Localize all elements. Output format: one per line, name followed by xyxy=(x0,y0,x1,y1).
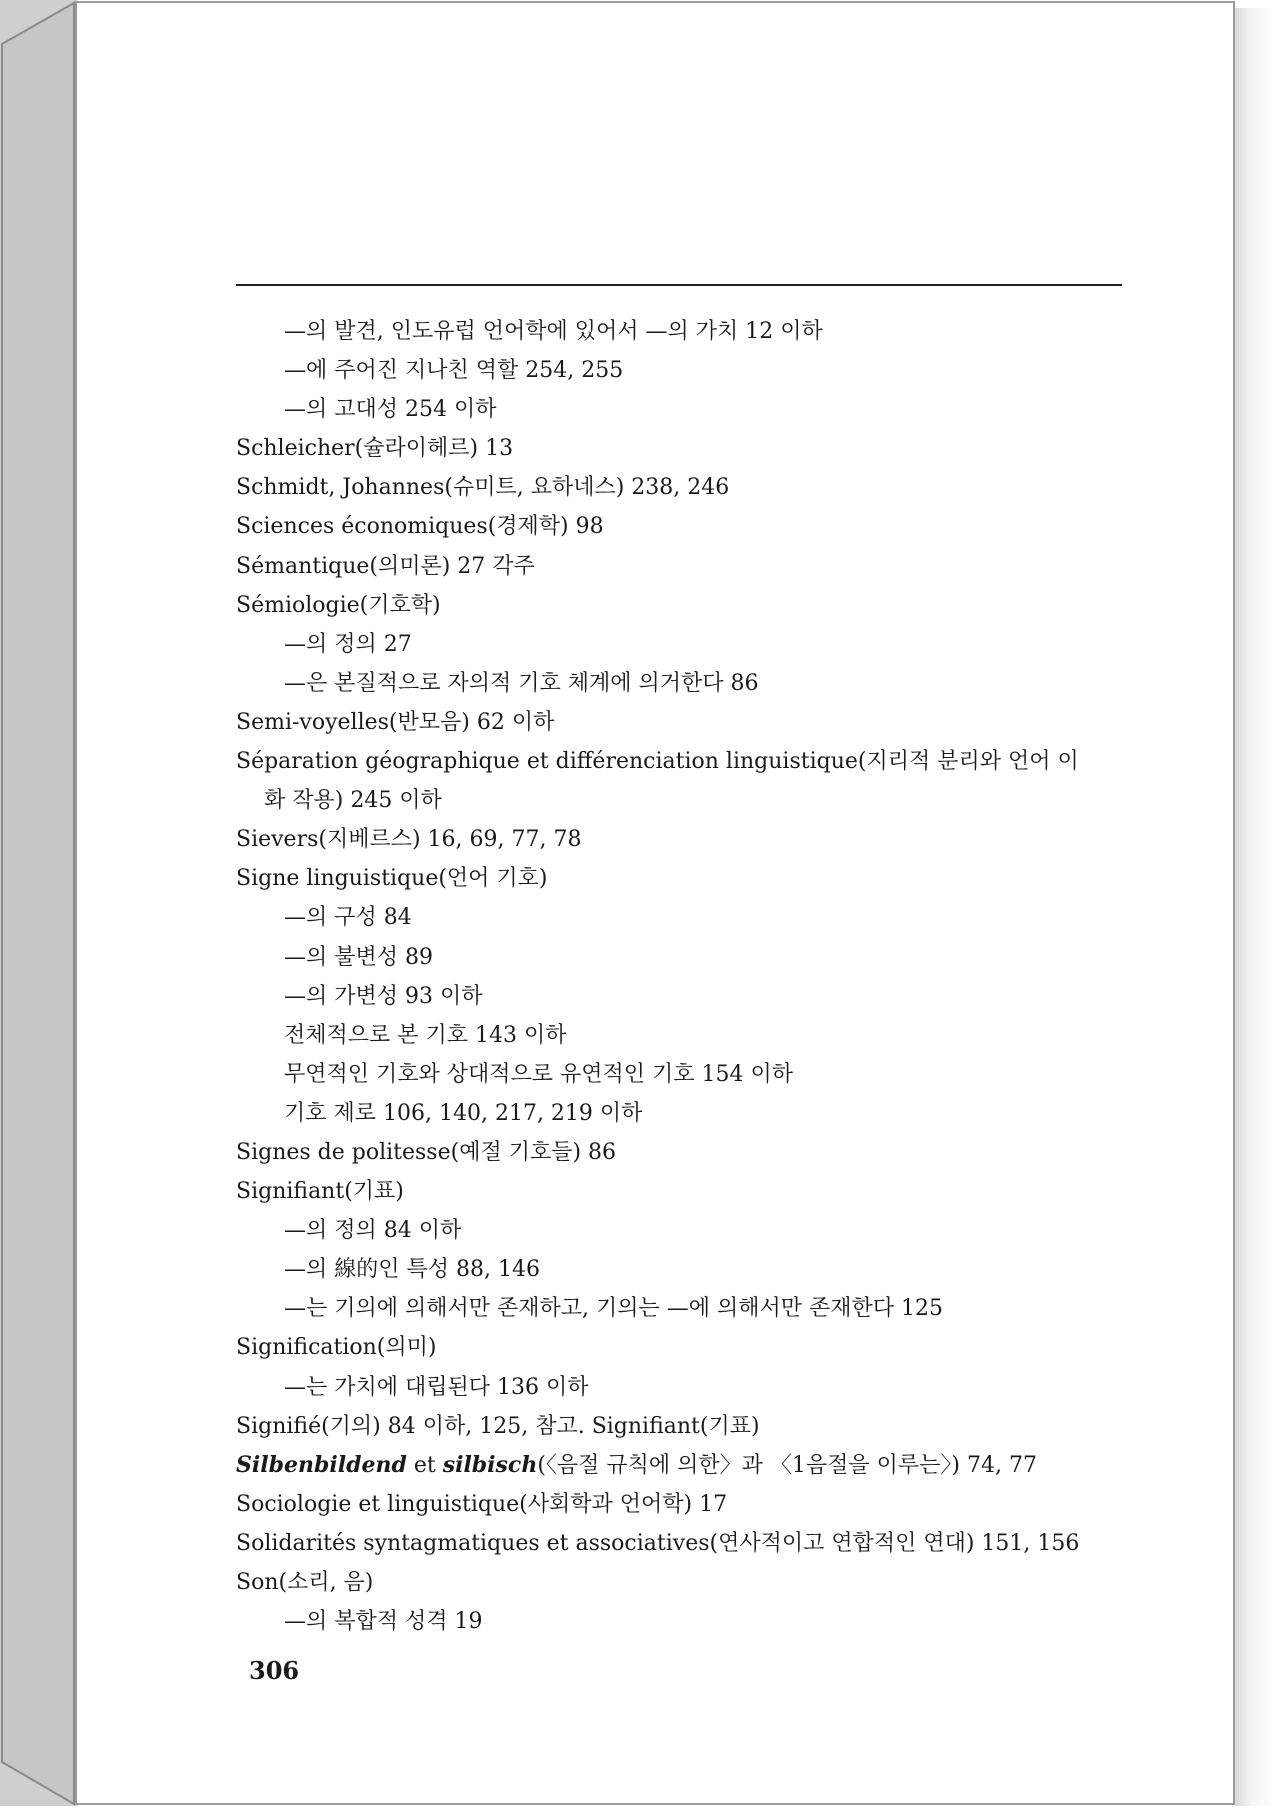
entry-text: —의 고대성 254 이하 xyxy=(284,397,497,423)
entry-text: —의 가변성 93 이하 xyxy=(284,983,483,1009)
index-entry xyxy=(236,1133,1126,1172)
entry-text: (〈음절 규칙에 의한〉과 〈1음절을 이루는〉) 74, 77 xyxy=(537,1452,1037,1478)
entry-text: Schleicher(슐라이헤르) 13 xyxy=(236,436,514,462)
index-entry xyxy=(236,468,1126,507)
entry-text: —의 線的인 특성 88, 146 xyxy=(284,1257,540,1283)
index-entry xyxy=(236,977,1126,1016)
entry-text: 화 작용) 245 이하 xyxy=(264,788,442,814)
index-entry xyxy=(236,1172,1126,1211)
index-entry xyxy=(236,1368,1126,1407)
entry-text: —는 가치에 대립된다 136 이하 xyxy=(284,1374,589,1400)
index-entry xyxy=(236,1289,1126,1328)
index-entry xyxy=(236,1211,1126,1250)
entry-text: Sémiologie(기호학) xyxy=(236,592,441,618)
entry-text: 무연적인 기호와 상대적으로 유연적인 기호 154 이하 xyxy=(284,1061,793,1087)
index-entry xyxy=(236,351,1126,390)
index-entry xyxy=(236,1524,1126,1563)
index-entry xyxy=(236,1055,1126,1094)
entry-text: —의 불변성 89 xyxy=(284,944,433,970)
entry-text: —의 정의 27 xyxy=(284,631,412,657)
index-entry xyxy=(236,429,1126,468)
entry-text: —에 주어진 지나친 역할 254, 255 xyxy=(284,358,624,384)
entry-text: —의 발견, 인도유럽 언어학에 있어서 —의 가치 12 이하 xyxy=(284,319,823,344)
index-entry xyxy=(236,1407,1126,1446)
entry-text: Sciences économiques(경제학) 98 xyxy=(236,514,604,540)
entry-text: —의 구성 84 xyxy=(284,905,412,931)
page-number: 306 xyxy=(249,1656,300,1685)
entry-italic-term: Silbenbildend xyxy=(236,1451,407,1478)
top-rule xyxy=(236,284,1122,286)
index-entry xyxy=(236,1602,1126,1641)
index-entry xyxy=(236,1563,1126,1602)
entry-text: Semi-voyelles(반모음) 62 이하 xyxy=(236,709,555,735)
index-entry xyxy=(236,312,1126,351)
index-entry xyxy=(236,938,1126,977)
entry-text: Schmidt, Johannes(슈미트, 요하네스) 238, 246 xyxy=(236,475,730,501)
page-edge-shadow xyxy=(1235,8,1275,1806)
entry-conjunction: et xyxy=(406,1452,443,1478)
entry-text: —는 기의에 의해서만 존재하고, 기의는 —에 의해서만 존재한다 125 xyxy=(284,1296,943,1322)
entry-text: Séparation géographique et différenciation linguistique(지리적 분리와 언어 이 xyxy=(236,749,1079,775)
entry-text: Signifiant(기표) xyxy=(236,1179,404,1205)
index-entry xyxy=(236,1016,1126,1055)
entry-text: Son(소리, 음) xyxy=(236,1570,374,1595)
entry-text: —의 복합적 성격 19 xyxy=(284,1609,483,1635)
index-entries xyxy=(236,312,1126,1641)
index-entry xyxy=(236,820,1126,859)
entry-text: Solidarités syntagmatiques et associatives(연사적이고 연합적인 연대) 151, 156 xyxy=(236,1530,1080,1556)
index-entry xyxy=(236,859,1126,898)
index-entry xyxy=(236,390,1126,429)
index-entry xyxy=(236,507,1126,546)
entry-text: Sociologie et linguistique(사회학과 언어학) 17 xyxy=(236,1491,728,1517)
index-entry xyxy=(236,1485,1126,1524)
index-entry xyxy=(236,898,1126,937)
index-entry xyxy=(236,547,1126,586)
entry-text: Signifié(기의) 84 이하, 125, 참고. Signifiant(기표) xyxy=(236,1413,760,1439)
index-entry xyxy=(236,742,1126,781)
index-entry xyxy=(236,664,1126,703)
entry-text: Signes de politesse(예절 기호들) 86 xyxy=(236,1139,617,1165)
entry-text: 기호 제로 106, 140, 217, 219 이하 xyxy=(284,1100,643,1126)
entry-text: Signe linguistique(언어 기호) xyxy=(236,866,548,892)
entry-text: 전체적으로 본 기호 143 이하 xyxy=(284,1022,567,1048)
index-entry xyxy=(236,625,1126,664)
entry-text: Sémantique(의미론) 27 각주 xyxy=(236,553,535,579)
index-entry xyxy=(236,1328,1126,1367)
entry-text: —의 정의 84 이하 xyxy=(284,1218,462,1244)
entry-text: Sievers(지베르스) 16, 69, 77, 78 xyxy=(236,827,582,853)
index-entry xyxy=(236,781,1126,820)
index-entry xyxy=(236,703,1126,742)
index-entry xyxy=(236,1094,1126,1133)
index-entry xyxy=(236,1250,1126,1289)
entry-text: Signification(의미) xyxy=(236,1335,437,1361)
index-entry xyxy=(236,586,1126,625)
index-entry xyxy=(236,1446,1126,1485)
entry-italic-term: silbisch xyxy=(442,1451,538,1478)
entry-text: —은 본질적으로 자의적 기호 체계에 의거한다 86 xyxy=(284,670,759,696)
